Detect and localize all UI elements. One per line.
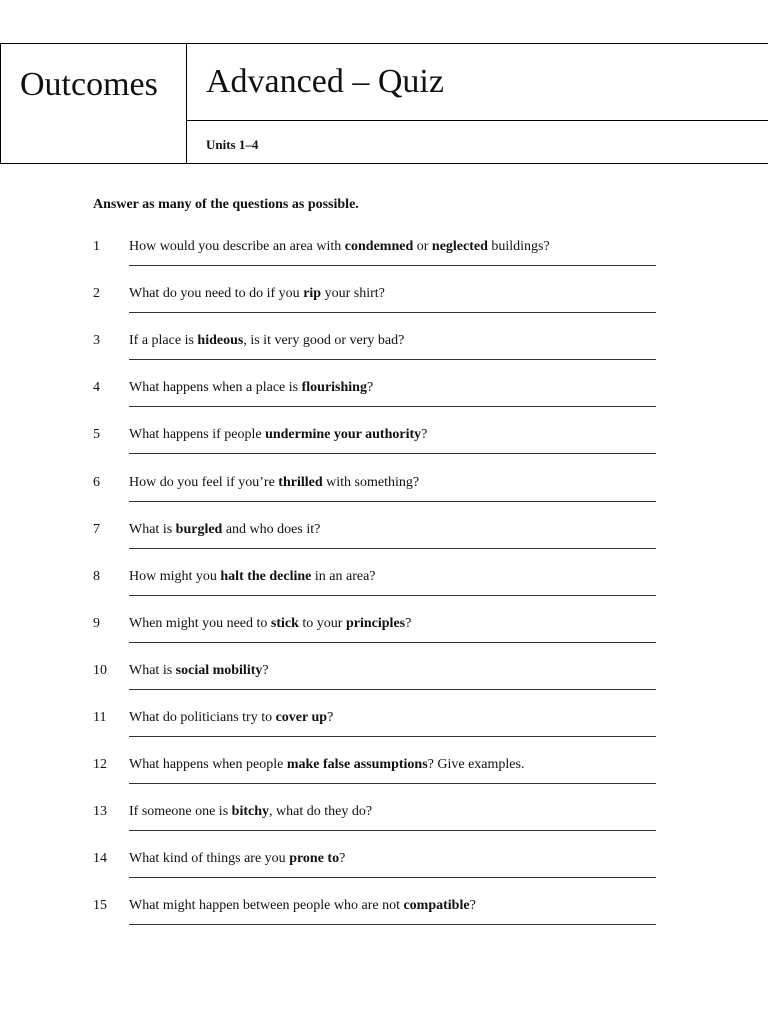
question-number: 6 xyxy=(93,475,100,490)
question-number: 1 xyxy=(93,239,100,254)
question-text-part: What is xyxy=(129,663,176,678)
question-keyword: hideous xyxy=(197,333,244,348)
answer-line[interactable] xyxy=(129,924,656,925)
question-text xyxy=(129,850,345,868)
question-text-part: , what do they do? xyxy=(269,804,373,819)
question-item xyxy=(0,332,768,372)
question-item xyxy=(0,615,768,655)
question-number: 11 xyxy=(93,710,107,725)
question-text-part: to your xyxy=(298,616,346,631)
instructions: Answer as many of the questions as possible. xyxy=(93,197,359,212)
question-item xyxy=(0,897,768,937)
question-text-part: ? xyxy=(405,616,412,631)
answer-line[interactable] xyxy=(129,642,656,643)
question-text-part: ? xyxy=(421,427,428,442)
question-keyword: rip xyxy=(303,286,322,301)
answer-line[interactable] xyxy=(129,501,656,502)
question-text-part: ? xyxy=(339,851,346,866)
question-text-part: ? Give examples. xyxy=(427,757,525,772)
question-item xyxy=(0,756,768,796)
question-item xyxy=(0,709,768,749)
question-text-part: ? xyxy=(327,710,334,725)
question-number: 15 xyxy=(93,898,107,913)
question-text-part: How would you describe an area with xyxy=(129,239,345,254)
question-keyword: burgled xyxy=(175,522,223,537)
question-keyword: stick xyxy=(270,616,299,631)
question-number: 14 xyxy=(93,851,107,866)
question-keyword: bitchy xyxy=(231,804,269,819)
question-number: 8 xyxy=(93,569,100,584)
question-text-part: If someone one is xyxy=(129,804,232,819)
question-item xyxy=(0,426,768,466)
question-item xyxy=(0,521,768,561)
answer-line[interactable] xyxy=(129,406,656,407)
answer-line[interactable] xyxy=(129,265,656,266)
question-text xyxy=(129,332,404,350)
question-text-part: What happens if people xyxy=(129,427,266,442)
question-keyword: condemned xyxy=(344,239,414,254)
question-text-part: , is it very good or very bad? xyxy=(243,333,405,348)
question-text-part: with something? xyxy=(322,475,420,490)
question-text-part: buildings? xyxy=(487,239,550,254)
question-item xyxy=(0,285,768,325)
question-keyword: undermine your authority xyxy=(265,427,422,442)
question-text-part: What might happen between people who are not xyxy=(129,898,404,913)
question-text-part: How might you xyxy=(129,569,221,584)
question-keyword: social mobility xyxy=(175,663,263,678)
question-keyword: cover up xyxy=(275,710,328,725)
question-keyword: neglected xyxy=(431,239,488,254)
brand-name: Outcomes xyxy=(20,66,158,103)
units-label: Units 1–4 xyxy=(206,137,259,152)
brand-cell xyxy=(1,44,187,163)
question-keyword: compatible xyxy=(403,898,470,913)
question-number: 7 xyxy=(93,522,100,537)
question-text xyxy=(129,238,550,256)
question-item xyxy=(0,568,768,608)
answer-line[interactable] xyxy=(129,595,656,596)
question-text xyxy=(129,897,476,915)
question-text xyxy=(129,474,419,492)
question-text-part: What is xyxy=(129,522,176,537)
answer-line[interactable] xyxy=(129,312,656,313)
answer-line[interactable] xyxy=(129,359,656,360)
question-number: 10 xyxy=(93,663,107,678)
question-text xyxy=(129,568,376,586)
answer-line[interactable] xyxy=(129,689,656,690)
question-text xyxy=(129,756,524,774)
question-number: 12 xyxy=(93,757,107,772)
question-text-part: in an area? xyxy=(311,569,376,584)
answer-line[interactable] xyxy=(129,453,656,454)
question-item xyxy=(0,850,768,890)
question-number: 3 xyxy=(93,333,100,348)
question-text xyxy=(129,615,411,633)
answer-line[interactable] xyxy=(129,548,656,549)
question-text-part: What happens when people xyxy=(129,757,287,772)
question-text xyxy=(129,285,385,303)
question-text-part: If a place is xyxy=(129,333,198,348)
question-number: 9 xyxy=(93,616,100,631)
question-text-part: ? xyxy=(469,898,476,913)
question-item xyxy=(0,474,768,514)
question-text-part: What kind of things are you xyxy=(129,851,290,866)
answer-line[interactable] xyxy=(129,736,656,737)
question-text-part: or xyxy=(413,239,432,254)
question-text-part: ? xyxy=(262,663,269,678)
question-number: 2 xyxy=(93,286,100,301)
question-item xyxy=(0,803,768,843)
question-text-part: When might you need to xyxy=(129,616,271,631)
quiz-header xyxy=(0,43,768,164)
question-item xyxy=(0,662,768,702)
question-keyword: flourishing xyxy=(301,380,367,395)
question-text xyxy=(129,803,372,821)
question-text xyxy=(129,379,373,397)
question-text-part: your shirt? xyxy=(321,286,385,301)
question-text xyxy=(129,426,427,444)
question-item xyxy=(0,238,768,278)
question-text xyxy=(129,709,333,727)
question-keyword: make false assumptions xyxy=(286,757,428,772)
answer-line[interactable] xyxy=(129,877,656,878)
answer-line[interactable] xyxy=(129,783,656,784)
answer-line[interactable] xyxy=(129,830,656,831)
header-divider xyxy=(187,120,768,121)
question-keyword: principles xyxy=(345,616,406,631)
question-number: 4 xyxy=(93,380,100,395)
question-number: 5 xyxy=(93,427,100,442)
question-text-part: What happens when a place is xyxy=(129,380,302,395)
question-keyword: halt the decline xyxy=(220,569,312,584)
question-text-part: ? xyxy=(366,380,374,395)
question-text-part: How do you feel if you’re xyxy=(129,475,279,490)
quiz-title: Advanced – Quiz xyxy=(206,63,444,100)
question-text-part: What do politicians try to xyxy=(129,710,276,725)
question-text xyxy=(129,662,269,680)
question-keyword: thrilled xyxy=(278,475,323,490)
question-text-part: What do you need to do if you xyxy=(129,286,304,301)
question-text xyxy=(129,521,320,539)
question-keyword: prone to xyxy=(289,851,340,866)
question-text-part: and who does it? xyxy=(222,522,321,537)
question-number: 13 xyxy=(93,804,107,819)
question-item xyxy=(0,379,768,419)
